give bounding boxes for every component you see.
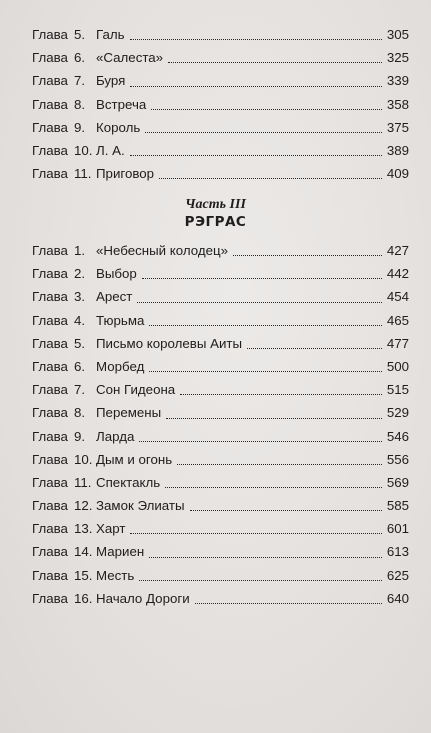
dot-leader <box>149 556 382 558</box>
page-number: 625 <box>386 567 409 583</box>
dot-leader <box>233 254 382 256</box>
chapter-number: 5. <box>74 335 86 351</box>
chapter-title: Начало Дороги <box>96 590 190 606</box>
chapter-number: 2. <box>74 266 86 282</box>
chapter-number: 12. <box>74 498 93 514</box>
chapter-number: 9. <box>74 119 86 135</box>
toc-entry <box>32 401 409 424</box>
page-number: 556 <box>386 451 409 467</box>
chapter-number: 11. <box>74 166 92 182</box>
page-number: 305 <box>386 27 409 42</box>
dot-leader <box>137 301 382 303</box>
chapter-number: 14. <box>74 544 93 560</box>
page-number: 601 <box>386 521 409 537</box>
chapter-title: «Небесный колодец» <box>96 243 229 258</box>
chapter-title: Письмо королевы Аиты <box>96 335 243 351</box>
page-number: 585 <box>386 498 409 514</box>
page-number: 389 <box>386 142 409 158</box>
chapter-title: Приговор <box>96 166 155 182</box>
chapter-title: Встреча <box>96 96 147 112</box>
chapter-number: 8. <box>74 405 86 421</box>
chapter-title: Перемены <box>96 405 162 421</box>
chapter-label: Глава <box>32 521 68 537</box>
toc-entry <box>32 332 409 355</box>
page-number: 442 <box>386 266 409 282</box>
chapter-number: 3. <box>74 289 86 305</box>
page-number: 640 <box>386 590 409 606</box>
toc-entry <box>32 116 409 139</box>
dot-leader <box>130 154 382 156</box>
page-number: 339 <box>386 73 409 89</box>
toc-entry <box>32 564 409 587</box>
toc-entry <box>32 46 409 69</box>
page-number: 358 <box>386 96 409 112</box>
chapter-title: Ларда <box>96 428 135 444</box>
page-number: 613 <box>386 544 409 560</box>
page-number: 546 <box>386 428 409 444</box>
toc-entry <box>32 262 409 285</box>
toc-list-part-ii-end <box>32 23 409 185</box>
chapter-number: 10. <box>74 142 93 158</box>
chapter-title: Морбед <box>96 358 145 374</box>
toc-entry <box>32 239 409 262</box>
chapter-label: Глава <box>32 73 68 89</box>
dot-leader <box>166 417 382 419</box>
toc-entry <box>32 309 409 332</box>
toc-entry <box>32 425 409 448</box>
page-number: 500 <box>386 358 409 374</box>
chapter-label: Глава <box>32 498 68 514</box>
chapter-title: Сон Гидеона <box>96 382 176 398</box>
toc-entry <box>32 355 409 378</box>
toc-entry <box>32 139 409 162</box>
chapter-label: Глава <box>32 96 68 112</box>
chapter-label: Глава <box>32 243 68 258</box>
chapter-title: Буря <box>96 73 126 89</box>
chapter-label: Глава <box>32 567 68 583</box>
dot-leader <box>145 131 382 133</box>
chapter-title: Замок Элиаты <box>96 498 185 514</box>
dot-leader <box>159 177 382 179</box>
chapter-number: 8. <box>74 96 86 112</box>
toc-entry <box>32 23 409 46</box>
chapter-label: Глава <box>32 382 68 398</box>
chapter-label: Глава <box>32 27 68 42</box>
chapter-number: 6. <box>74 358 86 374</box>
toc-entry <box>32 93 409 116</box>
toc-entry <box>32 162 409 185</box>
chapter-label: Глава <box>32 451 68 467</box>
chapter-title: Тюрьма <box>96 312 145 328</box>
dot-leader <box>130 532 382 534</box>
page-number: 477 <box>386 335 409 351</box>
chapter-number: 9. <box>74 428 86 444</box>
chapter-number: 1. <box>74 243 86 258</box>
chapter-title: Месть <box>96 567 135 583</box>
page-number: 569 <box>386 474 409 490</box>
toc-entry <box>32 471 409 494</box>
toc-entry <box>32 378 409 401</box>
dot-leader <box>190 509 382 511</box>
dot-leader <box>139 440 382 442</box>
chapter-title: Л. А. <box>96 142 125 158</box>
chapter-label: Глава <box>32 428 68 444</box>
toc-entry <box>32 285 409 308</box>
chapter-number: 13. <box>74 521 93 537</box>
chapter-label: Глава <box>32 335 68 351</box>
chapter-label: Глава <box>32 50 68 66</box>
dot-leader <box>142 277 382 279</box>
chapter-label: Глава <box>32 266 68 282</box>
page-number: 325 <box>386 50 409 66</box>
page-number: 427 <box>386 243 409 258</box>
chapter-number: 16. <box>74 590 93 606</box>
dot-leader <box>180 393 382 395</box>
chapter-title: Король <box>96 119 141 135</box>
chapter-title: Дым и огонь <box>96 451 173 467</box>
dot-leader <box>247 347 382 349</box>
toc-entry <box>32 587 409 610</box>
chapter-label: Глава <box>32 590 68 606</box>
chapter-title: Галь <box>96 27 125 42</box>
chapter-number: 10. <box>74 451 93 467</box>
page-number: 409 <box>386 166 409 182</box>
chapter-number: 4. <box>74 312 86 328</box>
chapter-label: Глава <box>32 544 68 560</box>
chapter-title: Спектакль <box>96 474 161 490</box>
chapter-number: 7. <box>74 382 86 398</box>
chapter-title: Арест <box>96 289 133 305</box>
page-number: 515 <box>386 382 409 398</box>
dot-leader <box>177 463 382 465</box>
dot-leader <box>130 38 382 40</box>
dot-leader <box>130 85 382 87</box>
chapter-title: Выбор <box>96 266 137 282</box>
chapter-title: Харт <box>96 521 126 537</box>
chapter-number: 15. <box>74 567 93 583</box>
chapter-number: 5. <box>74 27 86 42</box>
dot-leader <box>165 486 382 488</box>
toc-entry <box>32 494 409 517</box>
chapter-label: Глава <box>32 405 68 421</box>
dot-leader <box>151 108 382 110</box>
chapter-label: Глава <box>32 289 68 305</box>
toc-list-part-iii <box>32 239 409 610</box>
toc-entry <box>32 448 409 471</box>
chapter-label: Глава <box>32 119 68 135</box>
chapter-label: Глава <box>32 142 68 158</box>
page-number: 454 <box>386 289 409 305</box>
dot-leader <box>149 370 382 372</box>
toc-entry <box>32 517 409 540</box>
chapter-number: 11. <box>74 474 92 490</box>
page-number: 375 <box>386 119 409 135</box>
page-number: 529 <box>386 405 409 421</box>
toc-entry <box>32 540 409 563</box>
chapter-label: Глава <box>32 358 68 374</box>
chapter-label: Глава <box>32 474 68 490</box>
chapter-label: Глава <box>32 166 68 182</box>
dot-leader <box>168 61 382 63</box>
dot-leader <box>195 602 382 604</box>
part-label: Часть III <box>185 197 246 212</box>
chapter-title: Мариен <box>96 544 145 560</box>
dot-leader <box>149 324 382 326</box>
chapter-title: «Салеста» <box>96 50 164 66</box>
chapter-number: 6. <box>74 50 86 66</box>
toc-entry <box>32 69 409 92</box>
chapter-label: Глава <box>32 312 68 328</box>
part-title: РЭГРАС <box>184 214 247 230</box>
chapter-number: 7. <box>74 73 86 89</box>
page-number: 465 <box>386 312 409 328</box>
dot-leader <box>139 579 382 581</box>
